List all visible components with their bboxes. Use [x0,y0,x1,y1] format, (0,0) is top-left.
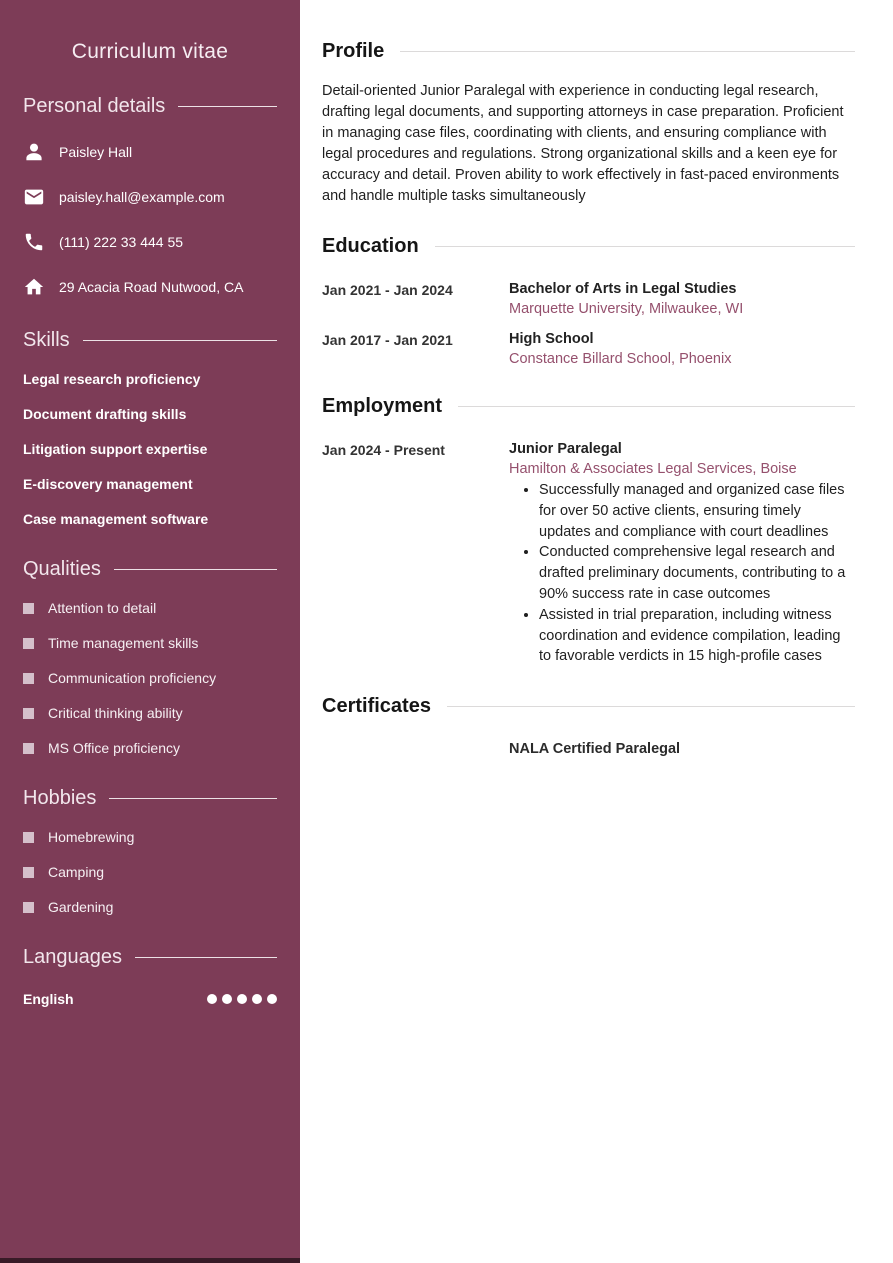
skills-heading [23,329,277,352]
square-bullet-icon [23,832,34,843]
language-row [23,991,277,1007]
heading-rule [435,246,855,247]
contact-address-text: 29 Acacia Road Nutwood, CA [59,279,244,295]
heading-rule [400,51,855,52]
contact-name [23,141,277,163]
education-entry [322,281,855,317]
hobbies-list [23,829,277,915]
education-degree: Bachelor of Arts in Legal Studies [509,281,737,297]
quality-item-label: Time management skills [48,635,199,651]
languages-heading [23,946,277,969]
square-bullet-icon [23,603,34,614]
quality-item [23,740,277,756]
language-dot [222,994,232,1004]
square-bullet-icon [23,902,34,913]
quality-item-label: Critical thinking ability [48,705,183,721]
education-entry [322,331,855,367]
hobby-item-label: Homebrewing [48,829,135,845]
hobby-item-label: Camping [48,864,105,880]
employment-bullet: • Conducted comprehensive legal research and drafted preliminary documents, contributing to a 90% success rate in case outcomes [539,542,855,604]
sidebar-bottom-strip [0,1258,300,1263]
home-icon [23,276,45,298]
education-section [322,235,855,367]
mail-icon [23,186,45,208]
profile-heading [322,40,855,63]
square-bullet-icon [23,867,34,878]
contact-name-text: Paisley Hall [59,144,133,160]
personal-details-heading [23,95,277,118]
certificate-name: NALA Certified Paralegal [509,741,681,758]
certificate-entry [322,741,855,757]
hobbies-heading [23,787,277,810]
language-dot [252,994,262,1004]
employment-bullet: • Successfully managed and organized case files for over 50 active clients, ensuring timely updates and compliance with court deadlines [539,480,855,542]
hobby-item [23,829,277,845]
employment-entry [322,441,855,667]
employment-company: Hamilton & Associates Legal Services, Boise [509,461,797,477]
profile-heading-label: Profile [322,40,385,62]
certificate-period [322,741,509,757]
skills-heading-label: Skills [23,329,70,351]
education-heading [322,235,855,258]
education-heading-label: Education [322,235,419,257]
education-institution: Marquette University, Milwaukee, WI [509,301,744,317]
heading-rule [458,406,855,407]
qualities-heading-label: Qualities [23,558,101,580]
profile-text: Detail-oriented Junior Paralegal with experience in conducting legal research, drafting legal documents, and supporting attorneys in case preparation. Proficient in managing case files, coordinating with clients, and ensuring compliance with legal procedures and regulations. Strong organizational skills and a keen eye for accuracy and detail. Proven ability to work effectively in fast-paced environments and handle multiple tasks simultaneously [322,83,844,204]
heading-rule [83,340,277,341]
square-bullet-icon [23,638,34,649]
employment-bullet-list [509,480,855,667]
certificates-section [322,695,855,757]
quality-item [23,670,277,686]
skill-item: Case management software [23,511,209,527]
qualities-list [23,600,277,756]
employment-period: Jan 2024 - Present [322,442,445,458]
quality-item-label: MS Office proficiency [48,740,181,756]
profile-section [322,40,855,207]
employment-job-title: Junior Paralegal [509,441,622,457]
quality-item [23,600,277,616]
employment-heading [322,395,855,418]
hobbies-heading-label: Hobbies [23,787,97,809]
employment-section [322,395,855,667]
certificates-heading-label: Certificates [322,695,431,718]
language-dot [267,994,277,1004]
contact-email-text: paisley.hall@example.com [59,189,225,205]
heading-rule [114,569,277,570]
quality-item [23,705,277,721]
quality-item-label: Attention to detail [48,600,157,616]
skill-item: E-discovery management [23,476,193,492]
sidebar [0,0,300,1263]
contact-phone [23,231,277,253]
contact-email [23,186,277,208]
education-degree: High School [509,331,594,347]
contact-list [23,141,277,298]
language-dot [207,994,217,1004]
heading-rule [109,798,277,799]
quality-item-label: Communication proficiency [48,670,217,686]
education-period: Jan 2017 - Jan 2021 [322,332,453,348]
heading-rule [178,106,277,107]
personal-details-heading-label: Personal details [23,95,166,117]
hobby-item [23,864,277,880]
quality-item [23,635,277,651]
hobby-item [23,899,277,915]
qualities-heading [23,558,277,581]
heading-rule [447,706,855,707]
education-period: Jan 2021 - Jan 2024 [322,282,453,298]
contact-phone-text: (111) 222 33 444 55 [59,234,184,250]
person-icon [23,141,45,163]
square-bullet-icon [23,673,34,684]
square-bullet-icon [23,743,34,754]
language-name: English [23,991,74,1007]
contact-address [23,276,277,298]
cv-title: Curriculum vitae [71,40,229,63]
skill-item: Litigation support expertise [23,441,208,457]
employment-heading-label: Employment [322,395,443,417]
certificates-heading [322,695,855,718]
language-dot [237,994,247,1004]
main-content [300,0,893,1263]
hobby-item-label: Gardening [48,899,114,915]
skills-list [23,371,277,527]
heading-rule [135,957,277,958]
skill-item: Document drafting skills [23,406,187,422]
languages-heading-label: Languages [23,946,122,968]
employment-bullet: • Assisted in trial preparation, including witness coordination and evidence compilation, leading to favorable verdicts in 15 high-profile cases [539,605,855,667]
skill-item: Legal research proficiency [23,371,201,387]
phone-icon [23,231,45,253]
language-dots [207,994,277,1004]
square-bullet-icon [23,708,34,719]
education-institution: Constance Billard School, Phoenix [509,351,732,367]
